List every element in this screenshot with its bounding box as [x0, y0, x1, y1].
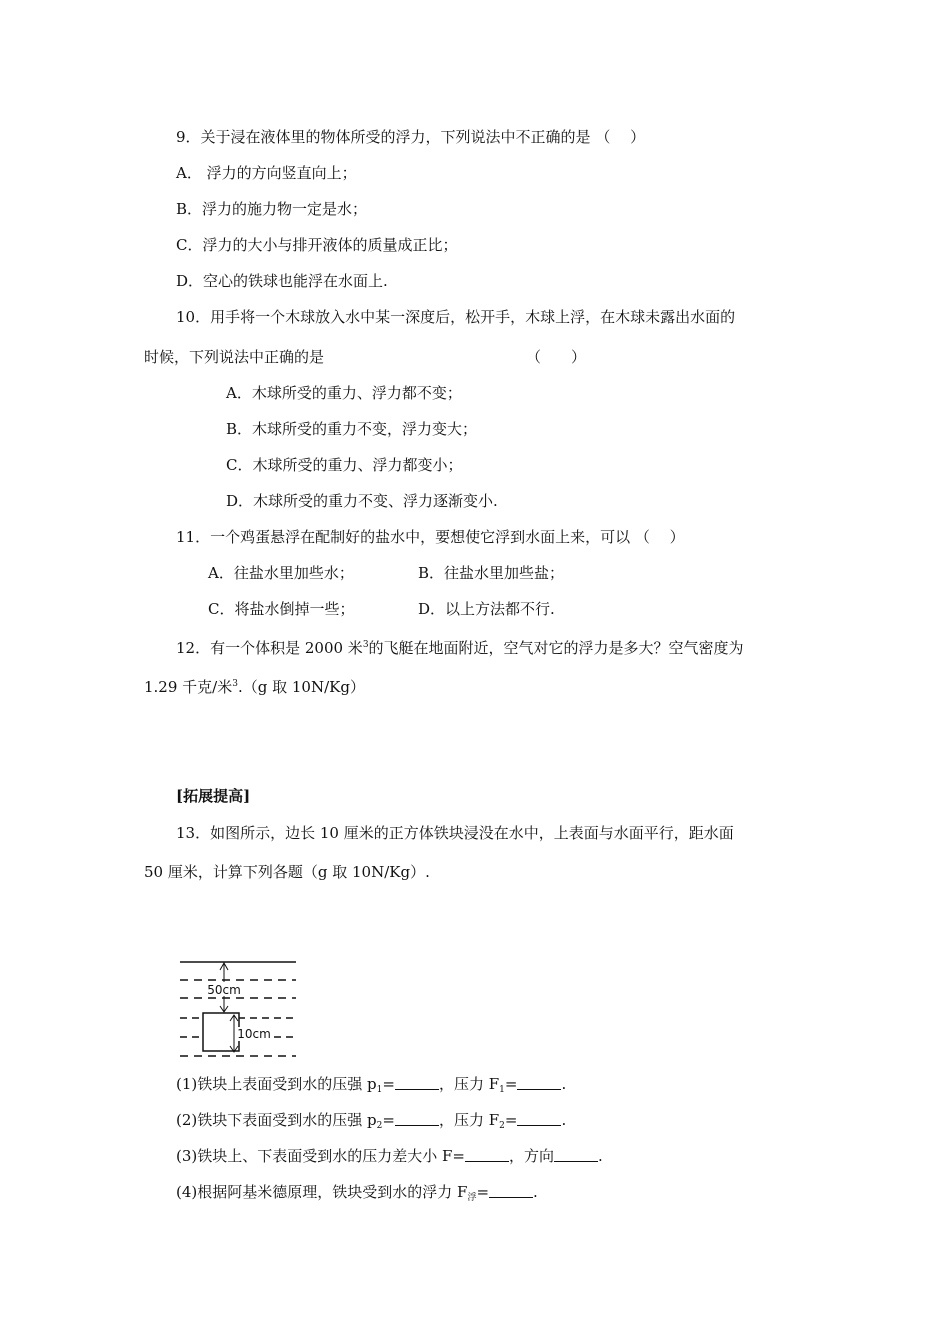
q13-item-1-e: . — [561, 1075, 567, 1093]
q13-item-1-sub2: 1 — [499, 1085, 505, 1095]
q9-stem: 9．关于浸在液体里的物体所受的浮力，下列说法中不正确的是 （ ） — [176, 128, 646, 146]
q9-option-b: B．浮力的施力物一定是水； — [176, 200, 368, 218]
q13-item-1-b: = — [382, 1075, 395, 1093]
q13-item-3-blank-1[interactable] — [465, 1147, 509, 1162]
q13-item-3 — [176, 1146, 603, 1166]
q13-item-4-b: = — [476, 1183, 490, 1201]
q13-item-3-e: . — [598, 1147, 603, 1165]
q13-item-1-c: ，压力 F — [438, 1075, 500, 1093]
q12-line1-cubic: 3 — [362, 640, 369, 650]
q13-item-2-sub1: 2 — [376, 1121, 383, 1131]
q10-option-a: A．木球所受的重力、浮力都不变； — [226, 384, 462, 402]
q13-stem-line1: 13．如图所示，边长 10 厘米的正方体铁块浸没在水中，上表面与水面平行，距水面 — [176, 824, 734, 842]
q11-stem: 11．一个鸡蛋悬浮在配制好的盐水中，要想使它浮到水面上来，可以 （ ） — [176, 528, 685, 546]
q10-answer-paren: （ ） — [526, 348, 587, 366]
q13-item-1-sub1: 1 — [376, 1085, 383, 1095]
q13-item-1 — [176, 1074, 566, 1100]
q10-stem-line1: 10．用手将一个木球放入水中某一深度后，松开手，木球上浮，在木球未露出水面的 — [176, 308, 736, 326]
q13-item-4-a: (4)根据阿基米德原理，铁块受到水的浮力 F — [176, 1183, 468, 1201]
q10-option-d: D．木球所受的重力不变、浮力逐渐变小. — [226, 492, 498, 510]
q13-item-2-c: ，压力 F — [438, 1111, 500, 1129]
depth-label: 50cm — [207, 983, 241, 997]
q13-item-2-blank-1[interactable] — [395, 1111, 439, 1126]
q9-option-d: D．空心的铁球也能浮在水面上. — [176, 272, 388, 290]
q13-item-2-d: = — [504, 1111, 518, 1129]
q13-item-2 — [176, 1110, 566, 1136]
q13-item-1-d: = — [504, 1075, 518, 1093]
q10-option-c: C．木球所受的重力、浮力都变小； — [226, 456, 463, 474]
q13-item-3-blank-2[interactable] — [554, 1147, 598, 1162]
q9-option-a: A． 浮力的方向竖直向上； — [176, 164, 357, 182]
q12-line1-text-a: 12．有一个体积是 2000 米 — [176, 639, 363, 657]
q10-option-b: B．木球所受的重力不变，浮力变大； — [226, 420, 478, 438]
q12-line2-text-b: .（g 取 10N/Kg） — [237, 678, 365, 696]
q13-item-2-blank-2[interactable] — [517, 1111, 561, 1126]
q12-line2-cubic: 3 — [232, 679, 238, 689]
q13-item-1-blank-1[interactable] — [395, 1075, 439, 1090]
q13-stem-line2: 50 厘米，计算下列各题（g 取 10N/Kg）. — [144, 863, 430, 881]
q11-option-d: D．以上方法都不行. — [418, 600, 555, 618]
section-title: [拓展提高] — [176, 787, 251, 805]
q11-option-c: C．将盐水倒掉一些； — [208, 600, 355, 618]
q13-item-4-e: . — [533, 1183, 538, 1201]
q13-item-2-a: (2)铁块下表面受到水的压强 p — [176, 1111, 377, 1129]
q12-line2 — [144, 674, 365, 697]
q12-line2-text-a: 1.29 千克/米 — [144, 678, 233, 696]
q13-item-3-c: ，方向 — [509, 1147, 555, 1165]
q11-option-a: A．往盐水里加些水； — [208, 564, 354, 582]
q13-item-4-blank-1[interactable] — [489, 1183, 533, 1198]
q11-option-b: B．往盐水里加些盐； — [418, 564, 565, 582]
q13-item-4 — [176, 1182, 538, 1208]
q13-item-1-blank-2[interactable] — [517, 1075, 561, 1090]
q13-item-4-sub1: 浮 — [467, 1193, 477, 1203]
q13-item-2-e: . — [561, 1111, 567, 1129]
submerged-cube-figure — [176, 958, 302, 1062]
q10-stem-line2: 时候，下列说法中正确的是 — [144, 348, 325, 366]
q13-item-1-a: (1)铁块上表面受到水的压强 p — [176, 1075, 377, 1093]
q13-item-2-sub2: 2 — [499, 1121, 505, 1131]
q12-line1 — [176, 635, 744, 658]
q12-line1-text-b: 的飞艇在地面附近，空气对它的浮力是多大？空气密度为 — [368, 639, 744, 657]
q13-item-3-a: (3)铁块上、下表面受到水的压力差大小 F= — [176, 1147, 465, 1165]
q9-option-c: C．浮力的大小与排开液体的质量成正比； — [176, 236, 458, 254]
q13-item-2-b: = — [382, 1111, 395, 1129]
side-label: 10cm — [237, 1027, 271, 1041]
